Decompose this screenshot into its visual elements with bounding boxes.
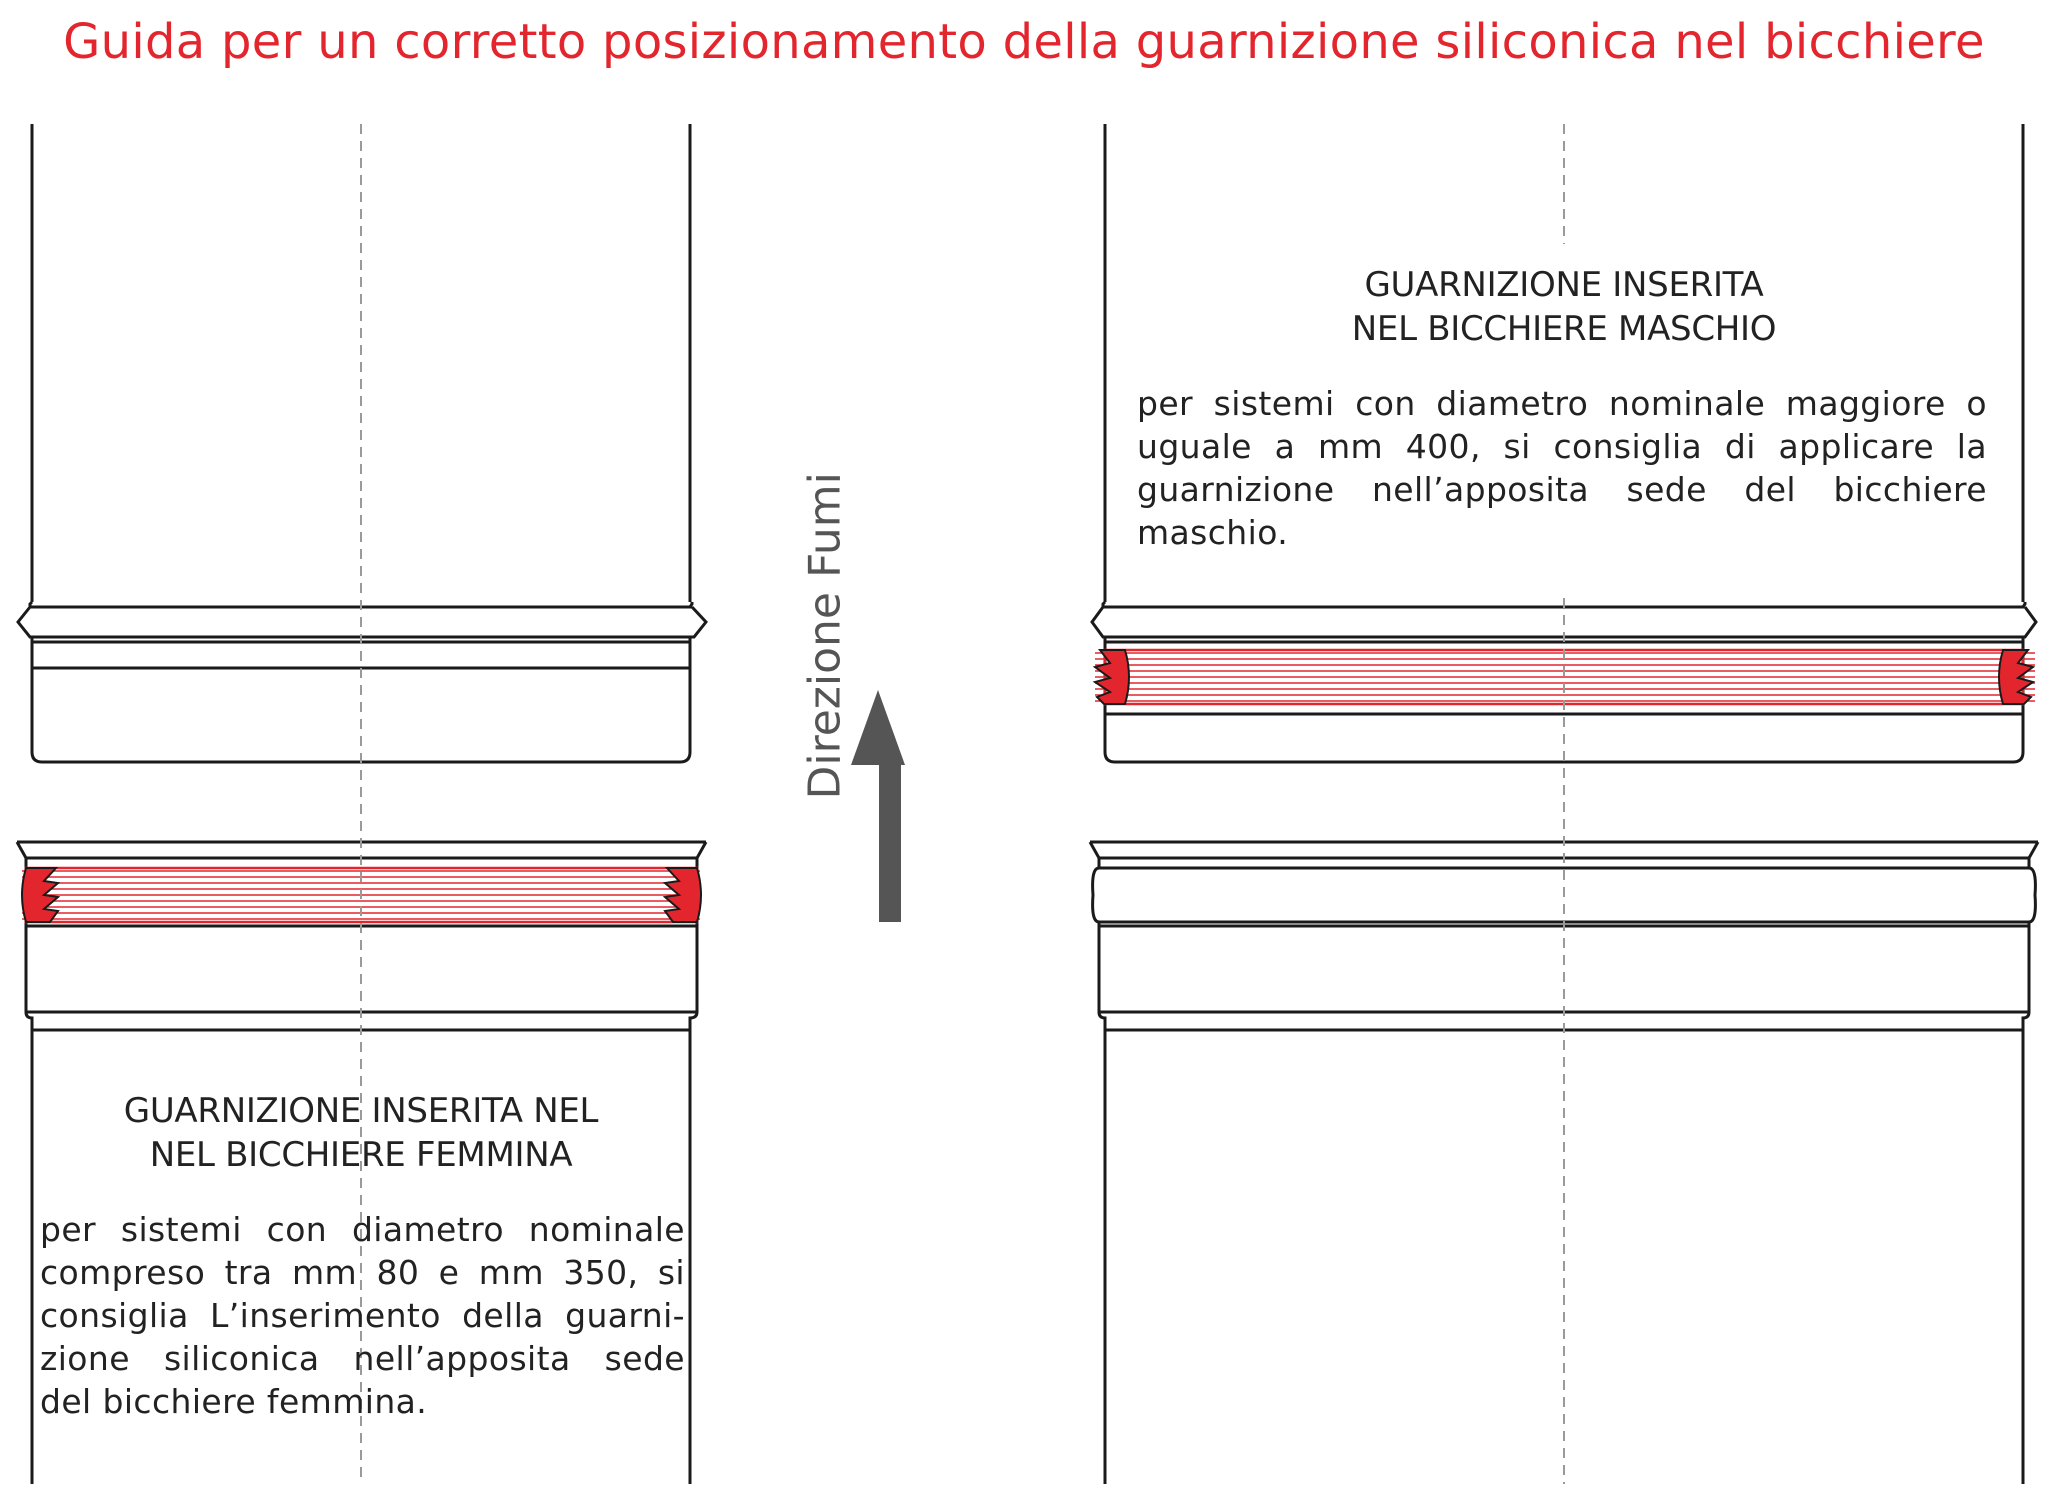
page-title: Guida per un corretto posizionamento della guarnizione siliconica nel bicchiere bbox=[63, 14, 1985, 70]
female-description-line: del bicchiere femmina. bbox=[40, 1382, 428, 1421]
female-description-line: zione siliconica nell’apposita sede bbox=[40, 1339, 685, 1378]
male-description-line: uguale a mm 400, si consiglia di applicare la bbox=[1137, 427, 1987, 466]
male-description bbox=[1137, 382, 1987, 554]
female-description-line: compreso tra mm 80 e mm 350, si bbox=[40, 1253, 685, 1292]
left-upper-pipe bbox=[18, 124, 706, 762]
female-description-line: per sistemi con diametro nominale bbox=[40, 1210, 685, 1249]
female-description bbox=[40, 1208, 685, 1423]
male-heading-line-2: NEL BICCHIERE MASCHIO bbox=[1351, 309, 1777, 349]
flue-direction-label: Direzione Fumi bbox=[799, 472, 851, 800]
female-heading-line-2: NEL BICCHIERE FEMMINA bbox=[149, 1135, 573, 1175]
female-heading-line-1: GUARNIZIONE INSERITA NEL bbox=[123, 1091, 599, 1131]
male-description-line: guarnizione nell’apposita sede del bicchiere bbox=[1137, 470, 1987, 509]
male-heading-line-1: GUARNIZIONE INSERITA bbox=[1364, 265, 1764, 305]
female-description-line: consiglia L’inserimento della guarni- bbox=[40, 1296, 685, 1335]
male-description-line: per sistemi con diametro nominale maggiore o bbox=[1137, 384, 1987, 423]
flue-direction-arrow bbox=[851, 690, 905, 922]
male-description-line: maschio. bbox=[1137, 513, 1289, 552]
